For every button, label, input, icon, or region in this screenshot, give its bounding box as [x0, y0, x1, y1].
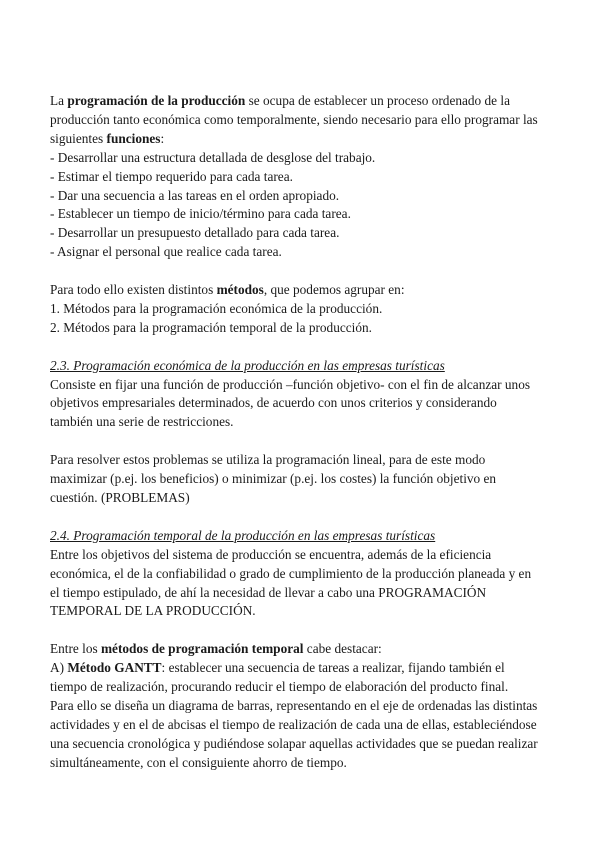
section-24-para1-line: el tiempo estipulado, de ahí la necesidad de llevar a cabo una PROGRAMACIÓN	[50, 584, 487, 600]
document-page	[50, 92, 550, 773]
section-23-para1-line: objetivos empresariales determinados, de acuerdo con unos criterios y considerando	[50, 395, 497, 411]
section-heading-2-4: 2.4. Programación temporal de la producción en las empresas turísticas	[50, 527, 436, 543]
gantt-description-line: Para ello se diseña un diagrama de barras, representando en el eje de ordenadas las distintas	[50, 697, 538, 713]
section-24-para1-line: económica, el de la confiabilidad o grado de cumplimiento de la producción planeada y en	[50, 565, 532, 581]
function-item: - Desarrollar una estructura detallada de desglose del trabajo.	[50, 149, 376, 165]
function-item: - Desarrollar un presupuesto detallado para cada tarea.	[50, 225, 340, 241]
paragraph-gap	[50, 338, 550, 357]
gantt-description-line: actividades y en el de abcisas el tiempo de realización de cada una de ellas, estableciéndose	[50, 716, 537, 732]
paragraph-gap	[50, 508, 550, 527]
bold-term: funciones	[106, 130, 161, 146]
intro-text: siguientes	[50, 130, 107, 146]
function-item: - Establecer un tiempo de inicio/término para cada tarea.	[50, 206, 351, 222]
bold-term: métodos de programación temporal	[100, 641, 304, 657]
gantt-text: A)	[50, 660, 68, 676]
function-item: - Estimar el tiempo requerido para cada tarea.	[50, 168, 293, 184]
gantt-description-line: simultáneamente, con el consiguiente ahorro de tiempo.	[50, 754, 347, 770]
methods-intro	[50, 281, 550, 300]
section-23-para2-line: maximizar (p.ej. los beneficios) o minimizar (p.ej. los costes) la función objetivo en	[50, 471, 497, 487]
section-23-para2-line: cuestión. (PROBLEMAS)	[50, 489, 190, 505]
temporal-methods-intro	[50, 640, 550, 659]
intro-text: :	[160, 130, 165, 146]
intro-text: La	[50, 93, 68, 108]
temporal-text: cabe destacar:	[303, 641, 382, 657]
temporal-text: Entre los	[50, 641, 101, 657]
paragraph-gap	[50, 262, 550, 281]
section-23-para2-line: Para resolver estos problemas se utiliza la programación lineal, para de este modo	[50, 452, 486, 468]
methods-text: Para todo ello existen distintos	[50, 282, 217, 298]
gantt-description-line: una secuencia cronológica y pudiéndose solapar aquellas actividades que se puedan realizar	[50, 735, 538, 751]
function-item: - Dar una secuencia a las tareas en el orden apropiado.	[50, 187, 340, 203]
paragraph-gap	[50, 621, 550, 640]
bold-term: Método GANTT	[67, 660, 162, 676]
section-heading-2-3: 2.3. Programación económica de la producción en las empresas turísticas	[50, 357, 445, 373]
intro-line-2: producción tanto económica como temporalmente, siendo necesario para ello programar las	[50, 111, 538, 127]
intro-text: se ocupa de establecer un proceso ordenado de la	[245, 93, 510, 108]
method-item: 2. Métodos para la programación temporal de la producción.	[50, 319, 372, 335]
bold-term: métodos	[216, 282, 264, 298]
methods-text: , que podemos agrupar en:	[263, 282, 405, 298]
gantt-description-line: tiempo de realización, procurando reducir el tiempo de elaboración del producto final.	[50, 679, 509, 695]
section-24-para1-line: Entre los objetivos del sistema de producción se encuentra, además de la eficiencia	[50, 546, 492, 562]
bold-term: programación de la producción	[67, 93, 246, 108]
gantt-method-line	[50, 659, 550, 678]
section-23-para1-line: Consiste en fijar una función de producción –función objetivo- con el fin de alcanzar unos	[50, 376, 531, 392]
section-23-para1-line: también una serie de restricciones.	[50, 414, 234, 430]
method-item: 1. Métodos para la programación económica de la producción.	[50, 300, 383, 316]
function-item: - Asignar el personal que realice cada tarea.	[50, 244, 282, 260]
paragraph-gap	[50, 432, 550, 451]
section-24-para1-line: TEMPORAL DE LA PRODUCCIÓN.	[50, 603, 256, 619]
intro-line-1	[50, 92, 550, 111]
gantt-text: : establecer una secuencia de tareas a realizar, fijando también el	[161, 660, 505, 676]
intro-line-3	[50, 130, 550, 149]
